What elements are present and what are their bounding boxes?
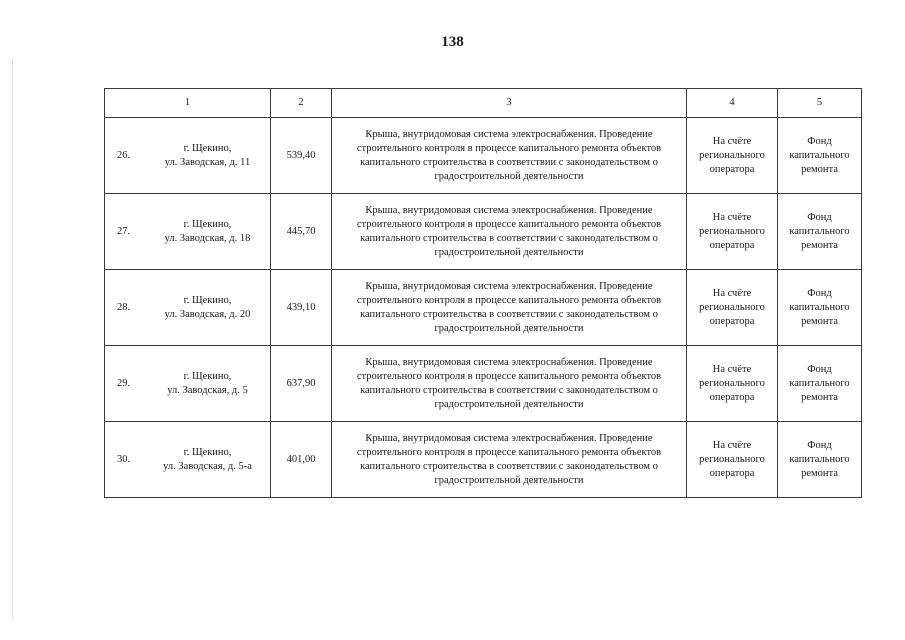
address-street: ул. Заводская, д. 5	[167, 384, 248, 396]
address-cell	[105, 270, 271, 346]
account-cell: На счёте регионального оператора	[687, 270, 778, 346]
header-col-5: 5	[778, 89, 862, 118]
area-cell: 439,10	[271, 270, 332, 346]
work-description-cell: Крыша, внутридомовая система электроснабжения. Проведение строительного контроля в процессе капитального ремонта объектов капитального строительства в соответствии с законодательством о градостроительной деятельности	[332, 270, 687, 346]
row-number: 28.	[117, 301, 131, 313]
address-street: ул. Заводская, д. 18	[164, 232, 251, 244]
header-col-1: 1	[105, 89, 271, 118]
address-street: ул. Заводская, д. 5-а	[163, 460, 252, 472]
header-col-4: 4	[687, 89, 778, 118]
work-description-cell: Крыша, внутридомовая система электроснабжения. Проведение строительного контроля в процессе капитального ремонта объектов капитального строительства в соответствии с законодательством о градостроительной деятельности	[332, 194, 687, 270]
address-cell	[105, 194, 271, 270]
row-number: 27.	[117, 225, 131, 237]
account-cell: На счёте регионального оператора	[687, 422, 778, 498]
area-cell: 637,90	[271, 346, 332, 422]
row-number: 29.	[117, 377, 131, 389]
table-row	[105, 346, 862, 422]
table-row	[105, 270, 862, 346]
fund-cell: Фонд капитального ремонта	[778, 194, 862, 270]
header-col-3: 3	[332, 89, 687, 118]
account-cell: На счёте регионального оператора	[687, 346, 778, 422]
table-row	[105, 118, 862, 194]
row-number: 26.	[117, 149, 131, 161]
area-cell: 401,00	[271, 422, 332, 498]
account-cell: На счёте регионального оператора	[687, 118, 778, 194]
address-cell	[105, 118, 271, 194]
area-cell: 445,70	[271, 194, 332, 270]
address-cell	[105, 346, 271, 422]
margin-dotted-line	[12, 60, 13, 620]
address-city: г. Щекино,	[183, 446, 232, 458]
work-description-cell: Крыша, внутридомовая система электроснабжения. Проведение строительного контроля в процессе капитального ремонта объектов капитального строительства в соответствии с законодательством о градостроительной деятельности	[332, 422, 687, 498]
row-number: 30.	[117, 453, 131, 465]
address-city: г. Щекино,	[183, 370, 232, 382]
header-col-2: 2	[271, 89, 332, 118]
table-row	[105, 194, 862, 270]
address-city: г. Щекино,	[183, 294, 232, 306]
fund-cell: Фонд капитального ремонта	[778, 118, 862, 194]
account-cell: На счёте регионального оператора	[687, 194, 778, 270]
address-city: г. Щекино,	[183, 218, 232, 230]
work-description-cell: Крыша, внутридомовая система электроснабжения. Проведение строительного контроля в процессе капитального ремонта объектов капитального строительства в соответствии с законодательством о градостроительной деятельности	[332, 346, 687, 422]
fund-cell: Фонд капитального ремонта	[778, 346, 862, 422]
address-city: г. Щекино,	[183, 142, 232, 154]
work-description-cell: Крыша, внутридомовая система электроснабжения. Проведение строительного контроля в процессе капитального ремонта объектов капитального строительства в соответствии с законодательством о градостроительной деятельности	[332, 118, 687, 194]
address-cell	[105, 422, 271, 498]
area-cell: 539,40	[271, 118, 332, 194]
fund-cell: Фонд капитального ремонта	[778, 270, 862, 346]
repair-table	[104, 88, 862, 498]
fund-cell: Фонд капитального ремонта	[778, 422, 862, 498]
table-row	[105, 422, 862, 498]
address-street: ул. Заводская, д. 11	[164, 156, 251, 168]
page-number: 138	[441, 34, 464, 50]
table-header-row	[105, 89, 862, 118]
address-street: ул. Заводская, д. 20	[164, 308, 251, 320]
